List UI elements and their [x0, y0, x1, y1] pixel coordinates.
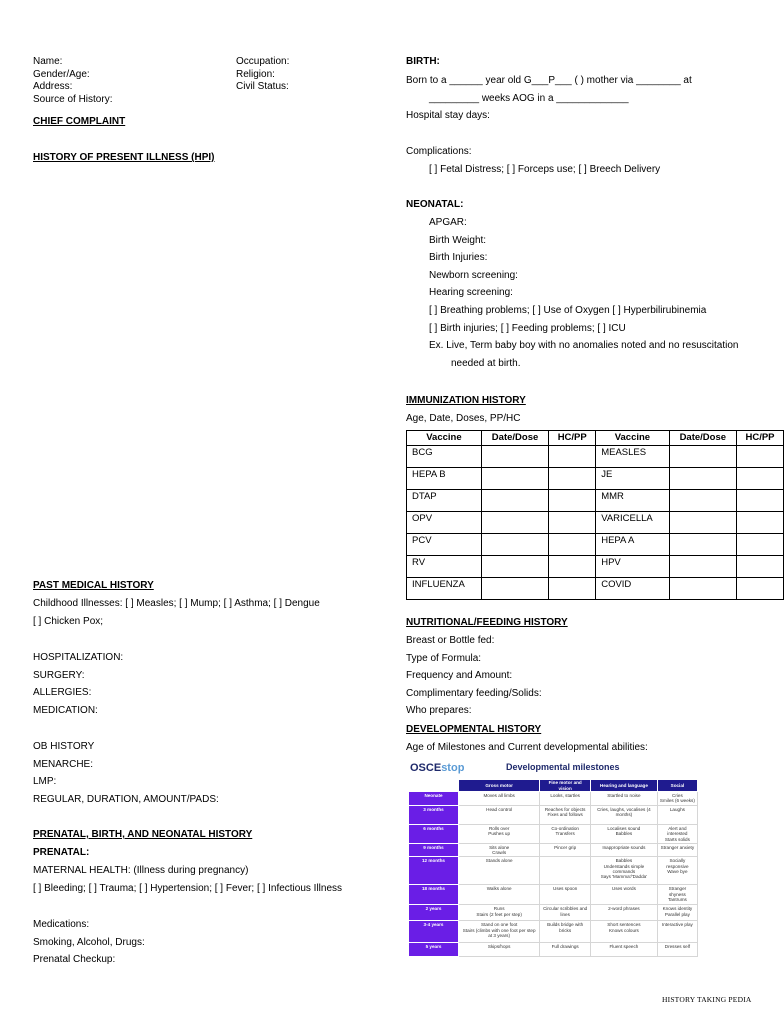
vaccine-cell: HPV: [596, 556, 669, 578]
immunization-subheading: Age, Date, Doses, PP/HC: [406, 413, 521, 424]
milestone-cell: Pincer grip: [540, 843, 591, 857]
milestone-age-cell: 12 months: [409, 857, 459, 885]
entry-cell[interactable]: [549, 512, 596, 534]
table-header-row: [407, 431, 784, 446]
milestone-age-cell: Neonate: [409, 792, 459, 806]
developmental-subheading: Age of Milestones and Current developmental abilities:: [406, 742, 648, 753]
maternal-checks-line: [ ] Bleeding; [ ] Trauma; [ ] Hypertension; [ ] Fever; [ ] Infectious Illness: [33, 882, 343, 894]
entry-cell[interactable]: [549, 578, 596, 600]
entry-cell[interactable]: [669, 468, 736, 490]
birth-injuries-label: Birth Injuries:: [429, 252, 488, 264]
milestones-title: Developmental milestones: [506, 762, 620, 772]
entry-cell[interactable]: [481, 578, 548, 600]
chief-complaint-heading: CHIEF COMPLAINT: [33, 116, 126, 127]
osce-stop-logo: [410, 762, 464, 774]
entry-cell[interactable]: [481, 490, 548, 512]
gender-age-label: Gender/Age:: [33, 68, 90, 80]
formula-type-label: Type of Formula:: [406, 652, 482, 664]
fine-motor-header: Fine motor and vision: [540, 780, 591, 792]
vaccine-cell: COVID: [596, 578, 669, 600]
milestone-cell: Uses spoon: [540, 885, 591, 905]
milestone-cell: Fluent speech: [591, 943, 658, 957]
neonatal-items: [429, 214, 738, 372]
milestone-cell: Rolls over Pushes up: [459, 825, 540, 844]
entry-cell[interactable]: [669, 512, 736, 534]
apgar-label: APGAR:: [429, 217, 467, 228]
maternal-health-block: [33, 862, 342, 897]
milestone-row: [409, 905, 698, 921]
footer-text: HISTORY TAKING PEDIA: [662, 995, 752, 1004]
chicken-pox-line: [ ] Chicken Pox;: [33, 615, 104, 627]
milestone-cell: Laughs: [657, 806, 697, 825]
born-to-line: Born to a ______ year old G___P___ ( ) mother via ________ at: [406, 75, 692, 86]
entry-cell[interactable]: [549, 446, 596, 468]
entry-cell[interactable]: [549, 534, 596, 556]
surgery-label: SURGERY:: [33, 669, 85, 681]
breathing-problems-checks: [ ] Breathing problems; [ ] Use of Oxygen [ ] Hyperbilirubinemia: [429, 304, 707, 316]
vaccine-cell: BCG: [407, 446, 482, 468]
frequency-amount-label: Frequency and Amount:: [406, 670, 513, 682]
milestones-table: [408, 779, 698, 957]
immunization-heading: IMMUNIZATION HISTORY: [406, 395, 526, 406]
entry-cell[interactable]: [669, 446, 736, 468]
social-info-fields: [236, 56, 289, 94]
milestone-cell: Stands alone: [459, 857, 540, 885]
milestone-cell: 2-word phrases: [591, 905, 658, 921]
entry-cell[interactable]: [549, 556, 596, 578]
birth-injuries-checks: [ ] Birth injuries; [ ] Feeding problems; [ ] ICU: [429, 322, 626, 334]
col-hc-pp-1: HC/PP: [549, 431, 596, 446]
milestones-header-row: [409, 780, 698, 792]
milestones-header: [408, 759, 698, 779]
logo-text-osce: OSCE: [410, 762, 442, 774]
table-row: [407, 578, 784, 600]
milestone-row: [409, 825, 698, 844]
who-prepares-label: Who prepares:: [406, 705, 472, 717]
hospitalization-label: HOSPITALIZATION:: [33, 652, 124, 663]
menarche-label: MENARCHE:: [33, 758, 94, 770]
example-text: Ex. Live, Term baby boy with no anomalies noted and no resuscitation: [429, 340, 739, 352]
table-row: [407, 490, 784, 512]
milestone-age-cell: 5 years: [409, 943, 459, 957]
milestone-cell: Circular scribbles and lines: [540, 905, 591, 921]
entry-cell[interactable]: [669, 578, 736, 600]
table-row: [407, 556, 784, 578]
address-label: Address:: [33, 81, 73, 92]
vaccine-cell: PCV: [407, 534, 482, 556]
milestone-cell: Localises sound Babbles: [591, 825, 658, 844]
milestone-cell: Stranger anxiety: [657, 843, 697, 857]
table-row: [407, 468, 784, 490]
prenatal-items: [33, 916, 145, 969]
milestone-row: [409, 857, 698, 885]
entry-cell[interactable]: [481, 556, 548, 578]
vaccine-cell: RV: [407, 556, 482, 578]
hearing-language-header: Hearing and language: [591, 780, 658, 792]
milestone-age-cell: 3 months: [409, 806, 459, 825]
entry-cell[interactable]: [737, 446, 784, 468]
table-row: [407, 512, 784, 534]
milestone-cell: Full drawings: [540, 943, 591, 957]
entry-cell[interactable]: [737, 468, 784, 490]
vaccine-cell: INFLUENZA: [407, 578, 482, 600]
medication-label: MEDICATION:: [33, 704, 98, 716]
lmp-label: LMP:: [33, 776, 57, 788]
maternal-health-label: MATERNAL HEALTH: (Illness during pregnancy): [33, 865, 249, 876]
newborn-screening-label: Newborn screening:: [429, 269, 518, 281]
milestone-age-cell: 18 months: [409, 885, 459, 905]
developmental-history-heading: DEVELOPMENTAL HISTORY: [406, 724, 542, 735]
neonatal-heading: NEONATAL:: [406, 199, 464, 210]
civil-status-label: Civil Status:: [236, 81, 289, 92]
milestone-row: [409, 843, 698, 857]
vaccine-cell: VARICELLA: [596, 512, 669, 534]
past-medical-history-heading: PAST MEDICAL HISTORY: [33, 580, 154, 591]
milestone-age-cell: 2 years: [409, 905, 459, 921]
entry-cell[interactable]: [669, 534, 736, 556]
table-row: [407, 446, 784, 468]
milestone-row: [409, 885, 698, 905]
breast-bottle-label: Breast or Bottle fed:: [406, 635, 495, 646]
prenatal-birth-neonatal-heading: PRENATAL, BIRTH, AND NEONATAL HISTORY: [33, 829, 253, 840]
milestone-cell: Dresses self: [657, 943, 697, 957]
milestone-row: [409, 943, 698, 957]
religion-label: Religion:: [236, 68, 275, 80]
milestone-cell: Alert and interested Starts solids: [657, 825, 697, 844]
immunization-rows: [407, 446, 784, 600]
milestone-cell: Runs Stairs (2 feet per step): [459, 905, 540, 921]
developmental-milestones-image: [408, 759, 698, 983]
col-vaccine-1: Vaccine: [407, 431, 482, 446]
milestone-cell: Uses words: [591, 885, 658, 905]
milestone-row: [409, 921, 698, 943]
vaccine-cell: DTAP: [407, 490, 482, 512]
milestone-row: [409, 806, 698, 825]
milestone-cell: Builds bridge with bricks: [540, 921, 591, 943]
milestone-cell: Reaches for objects Fixes and follows: [540, 806, 591, 825]
entry-cell[interactable]: [737, 578, 784, 600]
nutrition-heading: NUTRITIONAL/FEEDING HISTORY: [406, 617, 568, 628]
milestone-cell: Knows identity Parallel play: [657, 905, 697, 921]
milestone-cell: Head control: [459, 806, 540, 825]
vaccine-cell: OPV: [407, 512, 482, 534]
complication-checks: [ ] Fetal Distress; [ ] Forceps use; [ ] Breech Delivery: [429, 164, 661, 175]
milestone-age-cell: 3-4 years: [409, 921, 459, 943]
ob-history-block: [33, 738, 219, 808]
birth-heading: BIRTH:: [406, 56, 440, 67]
entry-cell[interactable]: [669, 556, 736, 578]
ob-history-label: OB HISTORY: [33, 741, 95, 752]
milestone-cell: Inappropriate sounds: [591, 843, 658, 857]
weeks-aog-line: _________ weeks AOG in a _____________: [429, 93, 629, 104]
milestones-rows: [409, 792, 698, 957]
nutrition-items: [406, 632, 542, 720]
childhood-illnesses-line: Childhood Illnesses: [ ] Measles; [ ] Mump; [ ] Asthma; [ ] Dengue: [33, 598, 320, 609]
milestone-cell: Walks alone: [459, 885, 540, 905]
example-text-cont: needed at birth.: [451, 357, 521, 369]
milestone-cell: Looks, startles: [540, 792, 591, 806]
prenatal-subheading: PRENATAL:: [33, 847, 90, 858]
birth-weight-label: Birth Weight:: [429, 234, 487, 246]
hospital-stay-label: Hospital stay days:: [406, 110, 490, 121]
milestone-age-cell: 6 months: [409, 825, 459, 844]
col-hc-pp-2: HC/PP: [737, 431, 784, 446]
milestone-cell: [540, 857, 591, 885]
entry-cell[interactable]: [481, 512, 548, 534]
source-of-history-label: Source of History:: [33, 93, 113, 105]
social-header: Social: [657, 780, 697, 792]
milestone-cell: Short sentences Knows colours: [591, 921, 658, 943]
milestone-cell: Interactive play: [657, 921, 697, 943]
childhood-illnesses-block: [33, 595, 320, 630]
medical-items: [33, 649, 123, 719]
smoking-alcohol-drugs-label: Smoking, Alcohol, Drugs:: [33, 936, 145, 948]
entry-cell[interactable]: [737, 556, 784, 578]
milestone-cell: Stand on one foot Stairs (climbs with one foot per step at 3 years): [459, 921, 540, 943]
milestone-cell: Socially responsive Wave bye: [657, 857, 697, 885]
col-date-dose-2: Date/Dose: [669, 431, 736, 446]
immunization-table: [406, 430, 784, 600]
milestone-cell: Cries, laughs, vocalises (4 months): [591, 806, 658, 825]
milestone-row: [409, 792, 698, 806]
milestone-cell: Startled to noise: [591, 792, 658, 806]
vaccine-cell: HEPA B: [407, 468, 482, 490]
patient-info-fields: [33, 56, 112, 106]
allergies-label: ALLERGIES:: [33, 687, 92, 699]
entry-cell[interactable]: [549, 490, 596, 512]
vaccine-cell: HEPA A: [596, 534, 669, 556]
milestone-age-cell: 9 months: [409, 843, 459, 857]
milestone-cell: Sits alone Crawls: [459, 843, 540, 857]
entry-cell[interactable]: [549, 468, 596, 490]
milestone-cell: Stranger shyness Tantrums: [657, 885, 697, 905]
col-vaccine-2: Vaccine: [596, 431, 669, 446]
entry-cell[interactable]: [737, 534, 784, 556]
complications-label: Complications:: [406, 146, 472, 157]
milestone-cell: Babbles Understands simple commands Says 'Mamma'/'Dadda': [591, 857, 658, 885]
milestones-corner-cell: [409, 780, 459, 792]
entry-cell[interactable]: [481, 446, 548, 468]
table-row: [407, 534, 784, 556]
milestone-cell: Moves all limbs: [459, 792, 540, 806]
entry-cell[interactable]: [737, 490, 784, 512]
milestone-cell: Co-ordination Transfers: [540, 825, 591, 844]
logo-text-stop: stop: [441, 762, 465, 774]
gross-motor-header: Gross motor: [459, 780, 540, 792]
milestone-cell: Skips/hops: [459, 943, 540, 957]
occupation-label: Occupation:: [236, 56, 290, 67]
name-label: Name:: [33, 56, 63, 67]
prenatal-checkup-label: Prenatal Checkup:: [33, 954, 116, 966]
regular-duration-label: REGULAR, DURATION, AMOUNT/PADS:: [33, 793, 219, 805]
entry-cell[interactable]: [481, 534, 548, 556]
vaccine-cell: JE: [596, 468, 669, 490]
complimentary-feeding-label: Complimentary feeding/Solids:: [406, 687, 542, 699]
vaccine-cell: MEASLES: [596, 446, 669, 468]
entry-cell[interactable]: [481, 468, 548, 490]
hearing-screening-label: Hearing screening:: [429, 287, 513, 299]
medications-label: Medications:: [33, 919, 90, 930]
vaccine-cell: MMR: [596, 490, 669, 512]
milestone-cell: Cries Smiles (6 weeks): [657, 792, 697, 806]
hpi-heading: HISTORY OF PRESENT ILLNESS (HPI): [33, 152, 215, 163]
entry-cell[interactable]: [737, 512, 784, 534]
col-date-dose-1: Date/Dose: [481, 431, 548, 446]
entry-cell[interactable]: [669, 490, 736, 512]
